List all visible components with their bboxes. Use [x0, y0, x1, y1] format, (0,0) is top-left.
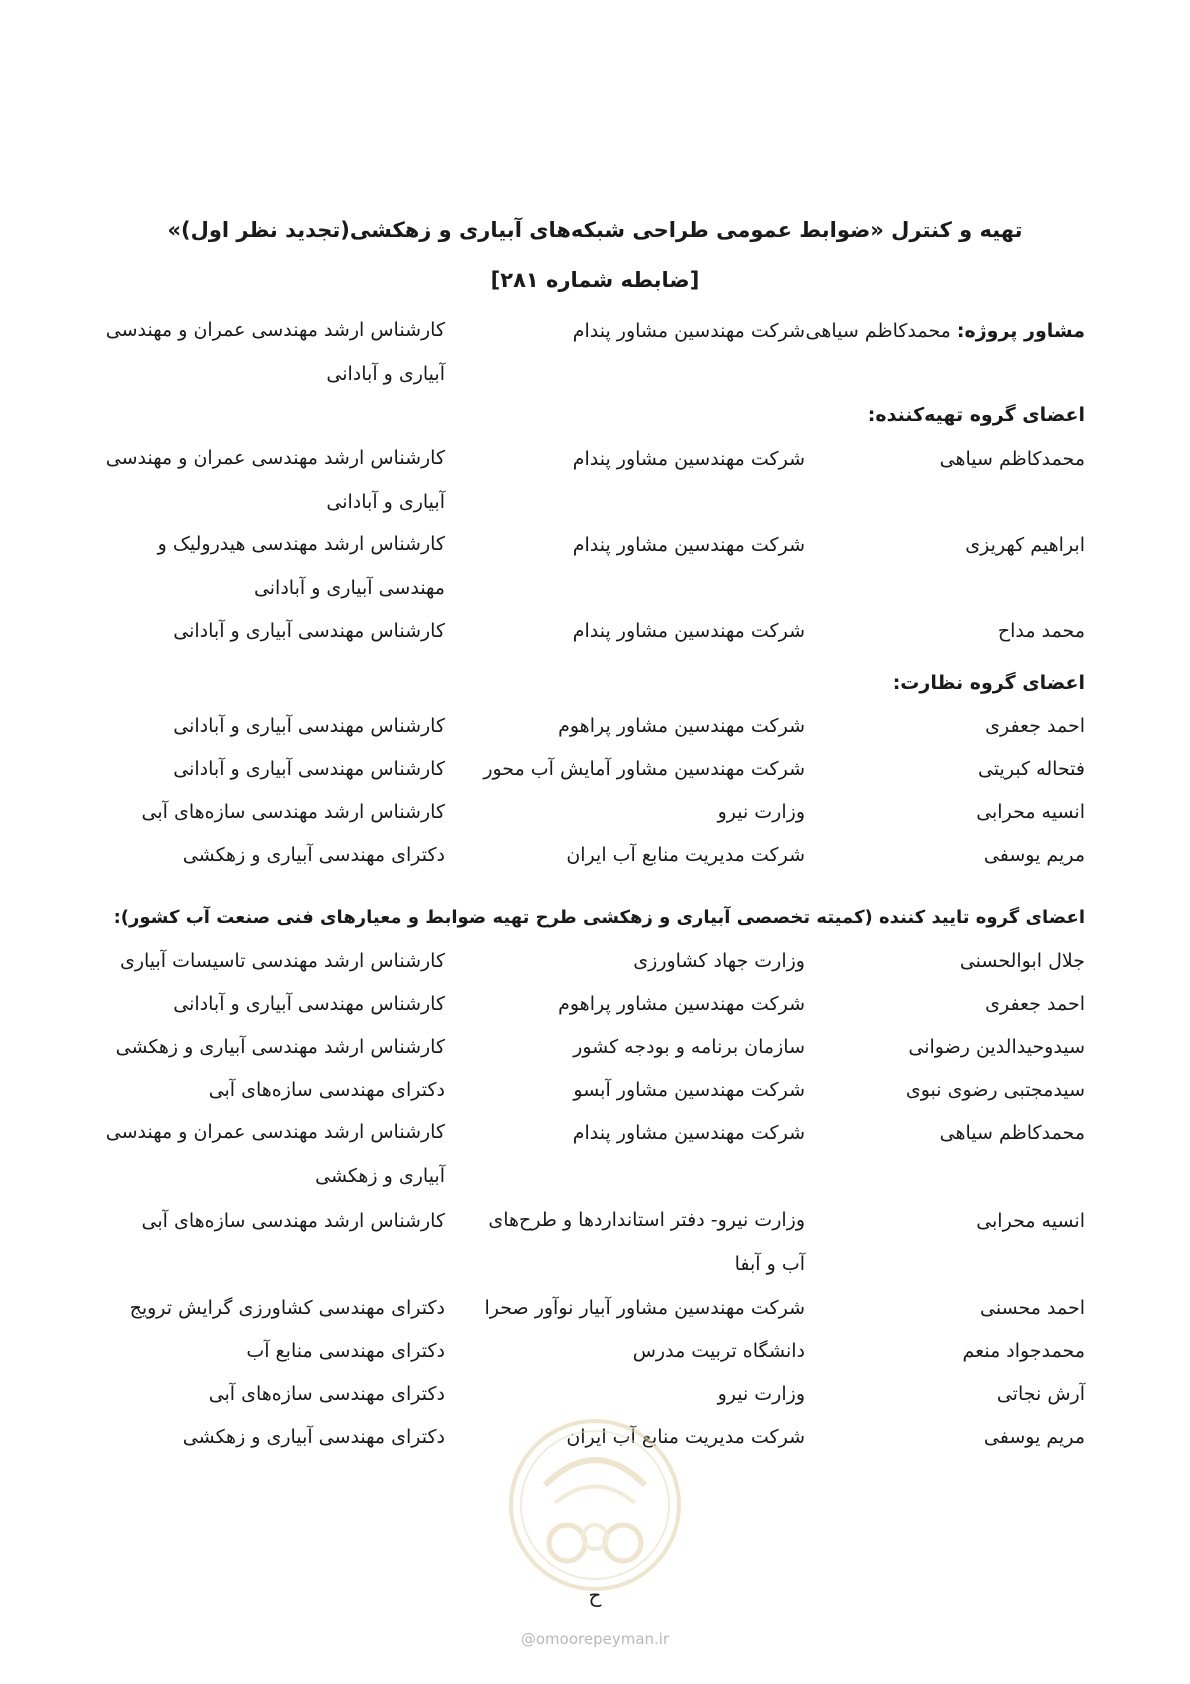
member-expertise: دکترای مهندسی آبیاری و زهکشی [182, 844, 445, 866]
member-org: وزارت جهاد کشاورزی [633, 950, 805, 972]
member-expertise: کارشناس مهندسی آبیاری و آبادانی [173, 620, 445, 642]
member-org: دانشگاه تربیت مدرس [632, 1340, 805, 1362]
member-row [0, 950, 1190, 996]
member-org: شرکت مهندسین مشاور آمایش آب محور [483, 758, 805, 780]
member-row [0, 620, 1190, 666]
footer-watermark: @omoorepeyman.ir [520, 1630, 670, 1648]
member-expertise: کارشناس مهندسی آبیاری و آبادانی [173, 993, 445, 1015]
advisor-label: مشاور پروژه: [956, 320, 1085, 342]
member-row [0, 1121, 1190, 1187]
member-name: ابراهیم کهریزی [965, 534, 1085, 556]
member-name: محمدکاظم سیاهی [939, 448, 1085, 470]
advisor-name-cell [805, 320, 1085, 342]
member-org: شرکت مهندسین مشاور آبیار نوآور صحرا [484, 1297, 805, 1319]
member-row [0, 1036, 1190, 1082]
member-name: مریم یوسفی [983, 1426, 1085, 1448]
member-expertise: کارشناس ارشد مهندسی سازه‌های آبی [141, 801, 445, 823]
advisor-name: محمدکاظم سیاهی [805, 320, 951, 342]
member-name: فتحاله کبریتی [977, 758, 1085, 780]
member-expertise: کارشناس ارشد مهندسی سازه‌های آبی [141, 1210, 445, 1232]
member-expertise: کارشناس ارشد مهندسی عمران و مهندسی آبیاری و زهکشی [105, 1121, 445, 1187]
member-name: انسیه محرابی [976, 801, 1085, 823]
member-name: سیدمجتبی رضوی نبوی [905, 1079, 1085, 1101]
member-expertise: دکترای مهندسی سازه‌های آبی [208, 1079, 445, 1101]
advisor-expertise: کارشناس ارشد مهندسی عمران و مهندسی آبیاری و آبادانی [105, 319, 445, 385]
preparers-heading: اعضای گروه تهیه‌کننده: [867, 404, 1085, 426]
member-org: شرکت مهندسین مشاور آبسو [573, 1079, 805, 1101]
page-number: ح [588, 1583, 602, 1607]
approvers-heading: اعضای گروه تایید کننده (کمیته تخصصی آبیاری و زهکشی طرح تهیه ضوابط و معیارهای فنی صنعت آب کشور): [113, 907, 1085, 928]
member-org: شرکت مهندسین مشاور پندام [572, 620, 805, 642]
member-org: شرکت مهندسین مشاور پندام [572, 534, 805, 556]
page-title: تهیه و کنترل «ضوابط عمومی طراحی شبکه‌های آبیاری و زهکشی(تجدید نظر اول)» [167, 218, 1023, 242]
member-row [0, 993, 1190, 1039]
member-expertise: کارشناس ارشد مهندسی هیدرولیک و مهندسی آبیاری و آبادانی [157, 533, 445, 599]
advisor-row [0, 319, 1190, 385]
member-expertise: دکترای مهندسی سازه‌های آبی [208, 1383, 445, 1405]
supervisors-heading: اعضای گروه نظارت: [892, 672, 1085, 694]
member-org: شرکت مهندسین مشاور پندام [572, 448, 805, 470]
member-org: وزارت نیرو [717, 1383, 805, 1405]
member-expertise: کارشناس مهندسی آبیاری و آبادانی [173, 715, 445, 737]
member-name: محمدجواد منعم [962, 1340, 1085, 1362]
member-name: انسیه محرابی [976, 1210, 1085, 1232]
member-name: احمد جعفری [985, 993, 1085, 1015]
member-row [0, 1297, 1190, 1343]
member-org: شرکت مهندسین مشاور پراهوم [558, 993, 805, 1015]
member-name: جلال ابوالحسنی [959, 950, 1085, 972]
member-expertise: کارشناس ارشد مهندسی عمران و مهندسی آبیاری و آبادانی [105, 447, 445, 513]
member-org: شرکت مدیریت منابع آب ایران [566, 844, 805, 866]
member-org: وزارت نیرو [717, 801, 805, 823]
member-row [0, 533, 1190, 599]
member-row [0, 844, 1190, 890]
member-name: احمد محسنی [980, 1297, 1085, 1319]
member-row [0, 758, 1190, 804]
member-row [0, 715, 1190, 761]
page-subtitle: [ضابطه شماره ۲۸۱] [490, 268, 700, 292]
member-expertise: کارشناس ارشد مهندسی تاسیسات آبیاری [119, 950, 445, 972]
member-expertise: دکترای مهندسی آبیاری و زهکشی [182, 1426, 445, 1448]
member-name: محمدکاظم سیاهی [939, 1122, 1085, 1144]
member-name: آرش نجاتی [996, 1383, 1085, 1405]
member-org: شرکت مهندسین مشاور پندام [572, 1122, 805, 1144]
member-org: شرکت مدیریت منابع آب ایران [566, 1426, 805, 1448]
member-expertise: دکترای مهندسی کشاورزی گرایش ترویج [129, 1297, 445, 1319]
member-expertise: دکترای مهندسی منابع آب [246, 1340, 445, 1362]
member-row [0, 447, 1190, 513]
member-name: احمد جعفری [985, 715, 1085, 737]
watermark-seal-icon [505, 1415, 685, 1595]
member-expertise: کارشناس مهندسی آبیاری و آبادانی [173, 758, 445, 780]
member-org: شرکت مهندسین مشاور پراهوم [558, 715, 805, 737]
member-name: مریم یوسفی [983, 844, 1085, 866]
member-row [0, 1340, 1190, 1386]
advisor-org: شرکت مهندسین مشاور پندام [572, 320, 805, 342]
member-expertise: کارشناس ارشد مهندسی آبیاری و زهکشی [115, 1036, 445, 1058]
member-row [0, 1209, 1190, 1275]
member-row [0, 801, 1190, 847]
member-name: سیدوحیدالدین رضوانی [908, 1036, 1085, 1058]
member-org: سازمان برنامه و بودجه کشور [573, 1036, 805, 1058]
member-org: وزارت نیرو- دفتر استانداردها و طرح‌های آب و آبفا [488, 1209, 805, 1275]
member-name: محمد مداح [997, 620, 1085, 642]
